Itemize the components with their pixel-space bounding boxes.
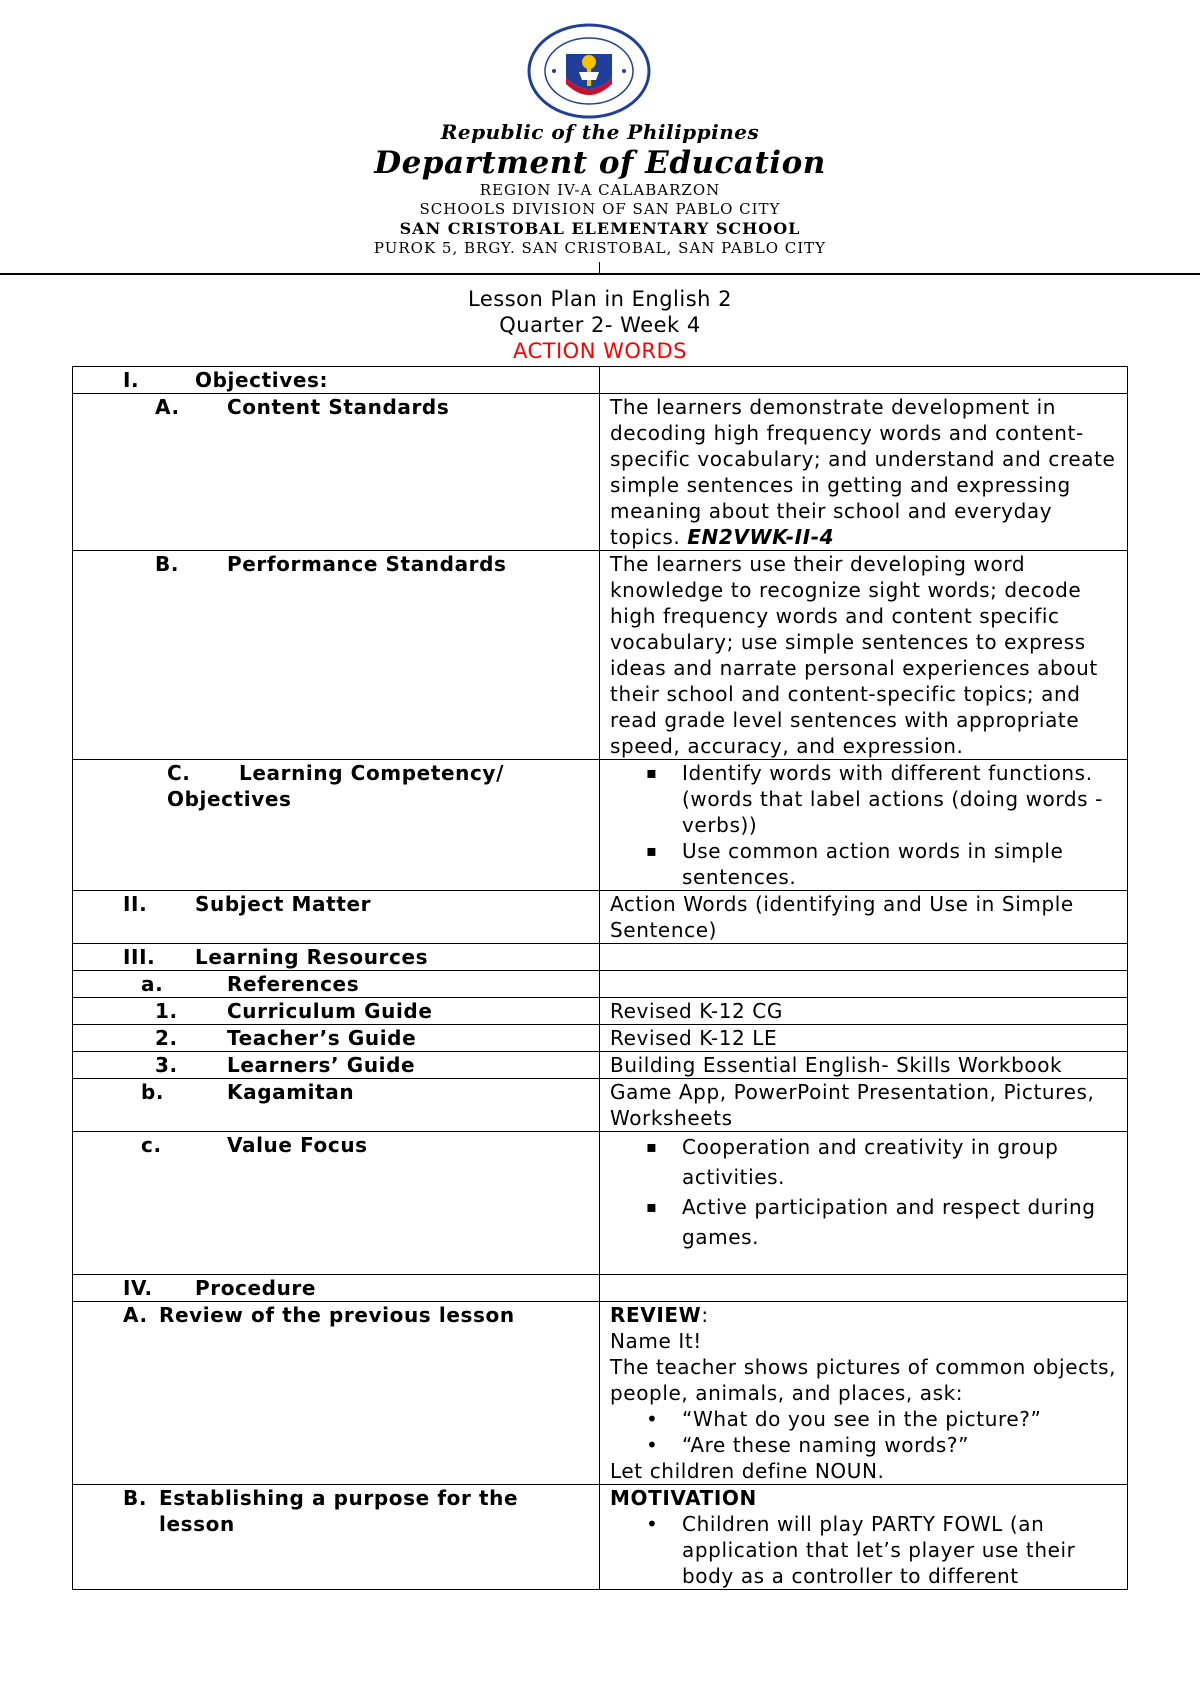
row-label (73, 1132, 600, 1275)
row-value (600, 1275, 1128, 1302)
row-label-text: Curriculum Guide (227, 999, 433, 1023)
review-questions (610, 1406, 1119, 1458)
motivation-heading: MOTIVATION (610, 1486, 757, 1510)
competency-code: EN2VWK-II-4 (687, 525, 835, 549)
row-number: II. (123, 892, 148, 916)
row-label-text: Performance Standards (227, 552, 507, 576)
row-label-text: Establishing a purpose for the lesson (159, 1486, 519, 1536)
row-value (600, 367, 1128, 394)
row-number: III. (123, 945, 156, 969)
row-value (600, 944, 1128, 971)
row-label (73, 891, 600, 944)
content-standards-text: The learners demonstrate development in decoding high frequency words and content-specific vocabulary; and understand and create simple sentences in getting and expressing meaning about their school and everyday topics. (610, 395, 1116, 549)
row-label-text: References (227, 972, 360, 996)
department-heading: Department of Education (374, 145, 826, 181)
table-row (73, 551, 1128, 760)
row-label (73, 760, 600, 891)
review-heading-suffix: : (701, 1303, 709, 1327)
list-item: ▪ Active participation and respect during games. (610, 1192, 1119, 1252)
region-line: REGION IV-A CALABARZON (479, 181, 721, 199)
row-label (73, 1079, 600, 1132)
lesson-quarter-week: Quarter 2- Week 4 (499, 313, 701, 337)
row-number: A. (155, 395, 180, 419)
row-value: Game App, PowerPoint Presentation, Pictures, Worksheets (600, 1079, 1128, 1132)
row-label (73, 971, 600, 998)
row-number: IV. (123, 1276, 153, 1300)
list-item: ▪ Use common action words in simple sentences. (610, 838, 1119, 890)
list-item: • “Are these naming words?” (610, 1432, 1119, 1458)
row-label (73, 394, 600, 551)
row-label-text: Review of the previous lesson (159, 1303, 515, 1327)
row-number: B. (155, 552, 180, 576)
row-label (73, 551, 600, 760)
row-label (73, 998, 600, 1025)
row-value (600, 971, 1128, 998)
row-label (73, 944, 600, 971)
list-item: ▪ Cooperation and creativity in group activities. (610, 1132, 1119, 1192)
deped-seal-logo (524, 22, 654, 120)
table-row (73, 1052, 1128, 1079)
row-number: I. (123, 368, 140, 392)
row-label (73, 1025, 600, 1052)
table-row (73, 944, 1128, 971)
row-number: B. (123, 1486, 148, 1510)
value-focus-list (610, 1132, 1119, 1252)
row-label-text: Kagamitan (227, 1080, 355, 1104)
row-label-text: Procedure (195, 1276, 317, 1300)
table-row (73, 1025, 1128, 1052)
row-value (600, 1485, 1128, 1590)
row-label-text: Objectives: (195, 368, 329, 392)
row-value: Building Essential English- Skills Workbook (600, 1052, 1128, 1079)
list-item: • “What do you see in the picture?” (610, 1406, 1119, 1432)
table-row (73, 760, 1128, 891)
review-subtitle: Name It! (610, 1329, 702, 1353)
row-label (73, 1275, 600, 1302)
list-item: ▪ Identify words with different functions. (words that label actions (doing words - verbs)) (610, 760, 1119, 838)
table-row (73, 1485, 1128, 1590)
row-label (73, 1052, 600, 1079)
republic-heading: Republic of the Philippines (440, 120, 760, 144)
row-label-text: Value Focus (227, 1133, 368, 1157)
row-label-text: Learning Competency/ Objectives (167, 761, 504, 811)
row-value (600, 1302, 1128, 1485)
row-number: a. (141, 972, 164, 996)
school-name: SAN CRISTOBAL ELEMENTARY SCHOOL (399, 219, 801, 238)
document-header (0, 0, 1200, 280)
row-value: Revised K-12 CG (600, 998, 1128, 1025)
row-label (73, 1485, 600, 1590)
row-number: A. (123, 1303, 148, 1327)
lesson-title-block (0, 286, 1200, 364)
row-number: C. (167, 761, 191, 785)
row-label-text: Subject Matter (195, 892, 372, 916)
list-item: • Children will play PARTY FOWL (an application that let’s player use their body as a controller to different (610, 1511, 1119, 1589)
division-line: SCHOOLS DIVISION OF SAN PABLO CITY (419, 200, 781, 218)
row-label-text: Learning Resources (195, 945, 429, 969)
review-text: The teacher shows pictures of common objects, people, animals, and places, ask: (610, 1355, 1117, 1405)
row-number: 1. (155, 999, 178, 1023)
row-value (600, 760, 1128, 891)
row-label (73, 367, 600, 394)
row-label (73, 1302, 600, 1485)
row-number: 2. (155, 1026, 178, 1050)
school-address: PUROK 5, BRGY. SAN CRISTOBAL, SAN PABLO CITY (373, 239, 827, 257)
table-row (73, 367, 1128, 394)
table-row (73, 1079, 1128, 1132)
table-row (73, 891, 1128, 944)
row-number: 3. (155, 1053, 178, 1077)
row-label-text: Content Standards (227, 395, 450, 419)
review-closing: Let children define NOUN. (610, 1459, 885, 1483)
table-row (73, 1302, 1128, 1485)
lesson-plan-table (72, 366, 1128, 1590)
row-label-text: Learners’ Guide (227, 1053, 416, 1077)
table-row (73, 998, 1128, 1025)
lesson-topic: ACTION WORDS (513, 339, 687, 363)
table-row (73, 394, 1128, 551)
row-value (600, 394, 1128, 551)
row-number: b. (141, 1080, 165, 1104)
row-number: c. (141, 1133, 162, 1157)
row-value: Revised K-12 LE (600, 1025, 1128, 1052)
row-value (600, 1132, 1128, 1275)
row-value: The learners use their developing word knowledge to recognize sight words; decode high frequency words and content specific vocabulary; use simple sentences to express ideas and narrate personal experiences about their school and content-specific topics; and read grade level sentences with appropriate speed, accuracy, and expression. (600, 551, 1128, 760)
review-heading: REVIEW (610, 1303, 702, 1327)
header-rule (0, 273, 1200, 275)
row-label-text: Teacher’s Guide (227, 1026, 417, 1050)
competency-list (610, 760, 1119, 890)
table-row (73, 1132, 1128, 1275)
table-row (73, 1275, 1128, 1302)
lesson-title: Lesson Plan in English 2 (468, 287, 732, 311)
spacer (610, 1252, 1119, 1274)
row-value: Action Words (identifying and Use in Simple Sentence) (600, 891, 1128, 944)
table-row (73, 971, 1128, 998)
motivation-list (610, 1511, 1119, 1589)
